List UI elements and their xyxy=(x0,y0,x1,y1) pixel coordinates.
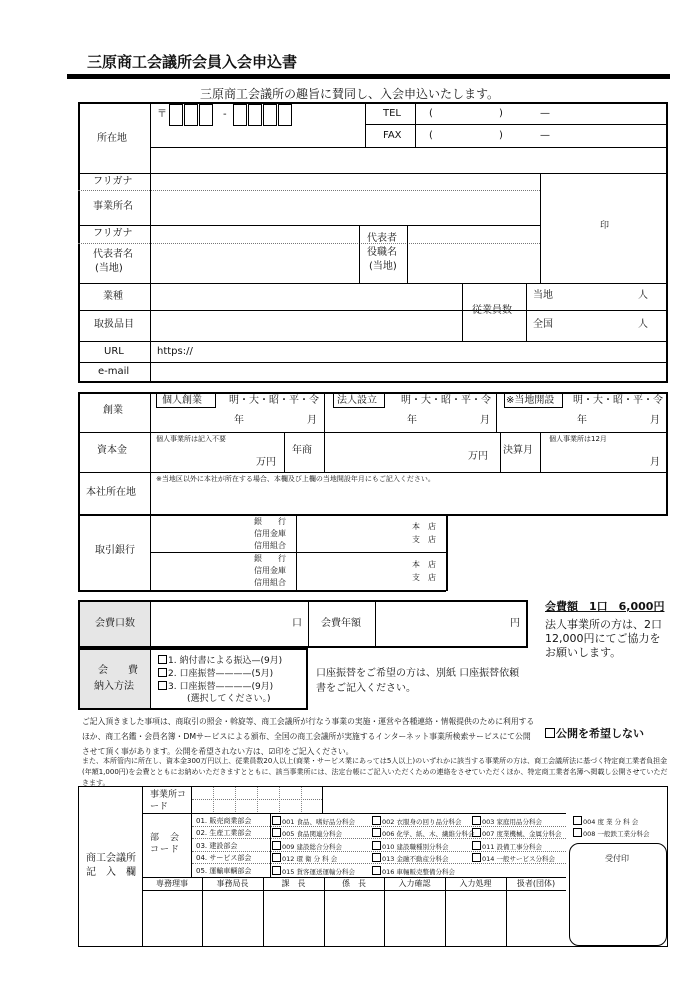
subcommittee-item[interactable]: 012 環 衛 分 科 会 xyxy=(272,853,337,863)
staff-label: 課 長 xyxy=(281,879,306,888)
office-code-label: 事業所コード xyxy=(150,790,187,812)
subcommittee-item[interactable]: 013 金融不動産分科会 xyxy=(372,853,448,863)
furigana-label: フリガナ xyxy=(93,176,133,187)
title-rule xyxy=(67,74,670,79)
subcommittee-item[interactable]: 014 一般サービス分科会 xyxy=(472,853,555,863)
industry-input[interactable] xyxy=(152,285,460,309)
fee-amount-title: 会費額 1口 6,000円 xyxy=(545,600,665,613)
checkbox-icon[interactable] xyxy=(158,655,167,664)
fee-units-input[interactable] xyxy=(152,602,287,646)
checkbox-icon xyxy=(472,816,481,825)
staff-label: 専務理事 xyxy=(156,879,188,888)
rep-name-label: 代表者名 xyxy=(93,249,133,260)
checkbox-icon xyxy=(472,853,481,862)
dept-list xyxy=(196,815,272,877)
checkbox-icon xyxy=(372,841,381,850)
address-label: 所在地 xyxy=(97,133,127,144)
postal-mark: 〒 xyxy=(157,109,167,120)
dept-item: 03. 建設部会 xyxy=(196,841,238,850)
fee-annual-input[interactable] xyxy=(377,602,505,646)
staff-label: 事務局長 xyxy=(216,879,249,888)
page-title: 三原商工会議所会員入会申込書 xyxy=(87,53,298,71)
employees-local-unit: 人 xyxy=(638,290,648,301)
rep-title-label-3: (当地) xyxy=(369,261,397,272)
privacy-text: ご記入頂きました事項は、商取引の照会・斡旋等、商工会議所が行なう事業の実施・運営や各種連絡・情報提供のために利用するほか、商工名鑑・会員名簿・DMサービスによる頒布、全国の商工会議所が実施するインターネット事業所検索サービスにて公開させて頂く事があります。公開を希望されない方は、☑印をご記入ください。 xyxy=(82,717,535,756)
founding-individual-eras[interactable]: 明・大・昭・平・令 xyxy=(229,395,319,406)
subcommittee-item[interactable]: 007 度業機械、金属分科会 xyxy=(472,828,561,838)
rep-title-label-2: 役職名 xyxy=(367,247,397,258)
bank-2-branch-input[interactable] xyxy=(298,554,408,588)
hq-input[interactable] xyxy=(152,486,664,512)
staff-label: 入力処理 xyxy=(459,879,492,888)
tel-input[interactable]: ( ) — xyxy=(429,108,550,119)
checkbox-icon xyxy=(372,816,381,825)
seal-mark: 印 xyxy=(600,221,610,231)
fee-amount-note: 法人事業所の方は、2口12,000円にてご協力をお願いします。 xyxy=(545,618,662,659)
subcommittee-item[interactable]: 009 建設総合分科会 xyxy=(272,841,342,851)
fee-units-unit: 口 xyxy=(292,618,302,629)
bank-1-branch-input[interactable] xyxy=(298,516,408,550)
subcommittee-item[interactable]: 015 貨客運送運輸分科会 xyxy=(272,866,355,876)
checkbox-icon[interactable] xyxy=(158,681,167,690)
checkbox-icon xyxy=(272,841,281,850)
founding-local-eras[interactable]: 明・大・昭・平・令 xyxy=(573,395,663,406)
staff-label: 入力確認 xyxy=(398,879,431,888)
staff-stamp-row xyxy=(142,877,566,947)
industry-label: 業種 xyxy=(103,291,123,302)
email-input[interactable] xyxy=(152,364,666,381)
fee-method-option-2[interactable]: 2. 口座振替————(5月) xyxy=(158,668,273,679)
fee-method-option-1[interactable]: 1. 納付書による振込—(9月) xyxy=(158,655,282,666)
subcommittee-item[interactable]: 001 食品、嗜好品分科会 xyxy=(272,816,355,826)
checkbox-icon xyxy=(272,853,281,862)
bank-1-input[interactable] xyxy=(152,516,250,550)
postal-code-input[interactable]: - xyxy=(169,104,289,126)
bank-label: 取引銀行 xyxy=(95,545,135,556)
checkbox-icon xyxy=(372,866,381,875)
fee-units-label: 会費口数 xyxy=(95,618,135,629)
dept-item: 02. 生産工業部会 xyxy=(196,829,252,838)
rep-title-label: 代表者 xyxy=(367,233,397,244)
fax-input[interactable]: ( ) — xyxy=(429,130,550,141)
founding-corporate-eras[interactable]: 明・大・昭・平・令 xyxy=(401,395,491,406)
subcommittee-item[interactable]: 010 建設職種別分科会 xyxy=(372,841,448,851)
employees-label: 従業員数 xyxy=(472,305,512,316)
checkbox-icon xyxy=(573,828,582,837)
subcommittee-item[interactable]: 004 度 業 分 科 会 xyxy=(573,816,638,826)
dept-item: 04. サービス部会 xyxy=(196,854,252,863)
dept-item: 01. 販売商業部会 xyxy=(196,817,252,825)
fee-annual-unit: 円 xyxy=(510,618,520,629)
office-code-input[interactable] xyxy=(192,787,322,812)
rep-name-label-sub: (当地) xyxy=(95,263,123,274)
staff-label: 係 長 xyxy=(342,879,366,888)
dept-item: 05. 運輸車輌部会 xyxy=(196,866,252,875)
sales-unit: 万円 xyxy=(468,451,488,462)
checkbox-icon xyxy=(573,816,582,825)
checkbox-icon xyxy=(372,853,381,862)
fee-method-select-note: (選択してください。) xyxy=(187,694,271,704)
fax-label: FAX xyxy=(383,130,402,141)
dept-code-label: 部 会コード xyxy=(150,833,181,855)
bank-2-input[interactable] xyxy=(152,554,250,588)
checkbox-icon xyxy=(272,866,281,875)
email-label: e-mail xyxy=(98,366,130,377)
items-label: 取扱品目 xyxy=(94,319,134,330)
rep-name-input[interactable] xyxy=(152,245,357,281)
capital-label: 資本金 xyxy=(97,445,127,456)
employees-national-unit: 人 xyxy=(638,319,648,330)
employees-national-label: 全国 xyxy=(533,319,553,330)
url-input[interactable]: https:// xyxy=(157,346,193,357)
capital-note: 個人事業所は記入不要 xyxy=(156,435,226,443)
checkbox-icon xyxy=(272,816,281,825)
capital-input[interactable] xyxy=(152,446,252,470)
sales-input[interactable] xyxy=(326,434,464,470)
capital-unit: 万円 xyxy=(256,457,276,468)
intro-text: 三原商工会議所の趣旨に賛同し、入会申込いたします。 xyxy=(200,87,500,101)
subcommittee-item[interactable]: 016 車輛販売整備分科会 xyxy=(372,866,455,876)
subcommittee-item[interactable]: 008 一般鉄工業分科会 xyxy=(573,828,649,838)
subcommittee-item[interactable]: 005 食品関連分科会 xyxy=(272,828,342,838)
rep-title-input[interactable] xyxy=(409,227,538,281)
settle-month-unit: 月 xyxy=(650,457,660,468)
hq-note: ※当地区以外に本社が所在する場合、本欄及び上欄の当地開設年月にもご記入ください。 xyxy=(156,475,435,483)
checkbox-icon xyxy=(372,828,381,837)
fee-method-label-2: 納入方法 xyxy=(94,681,134,692)
no-disclose-checkbox[interactable]: 公開を希望しない xyxy=(545,728,644,739)
debit-note: 口座振替をご希望の方は、別紙 口座振替依頼書をご記入ください。 xyxy=(316,668,520,694)
specific-business-notice: また、本所管内に所在し、資本金300万円以上、従業員数20人以上(商業・サービス業にあっては5人以上)のいずれかに該当する事業所の方は、商工会議所法に基づく特定商工業者負担金(年額1,000円)を会費とともにお納めいただきますとともに、該当事業所には、法定台帳にご記入いただくための連絡をさせていただくほか、特定商工業者名簿へ掲載し公開させていただきます。 xyxy=(82,757,668,787)
furigana-label-rep: フリガナ xyxy=(93,228,133,239)
subcommittee-item[interactable]: 003 家庭用品分科会 xyxy=(472,816,542,826)
checkbox-icon[interactable] xyxy=(158,668,167,677)
fee-method-option-3[interactable]: 3. 口座振替————(9月) xyxy=(158,681,273,692)
checkbox-icon xyxy=(272,828,281,837)
business-name-label: 事業所名 xyxy=(93,201,133,212)
subcommittee-item[interactable]: 006 化学、紙、木、繊維分科会 xyxy=(372,828,474,838)
tel-label: TEL xyxy=(383,108,401,119)
url-label: URL xyxy=(104,346,124,357)
subcommittee-item[interactable]: 002 衣服身の回り品分科会 xyxy=(372,816,461,826)
office-use-label: 商工会議所 xyxy=(86,853,136,864)
business-name-input[interactable] xyxy=(152,192,538,222)
fee-annual-label: 会費年額 xyxy=(321,618,361,629)
subcommittee-item[interactable]: 011 設備工事分科会 xyxy=(472,841,542,851)
settle-month-label: 決算月 xyxy=(503,445,533,456)
office-use-label-2: 記 入 欄 xyxy=(86,867,136,878)
receipt-stamp-label: 受付印 xyxy=(605,854,629,863)
founding-label: 創業 xyxy=(103,405,123,416)
employees-local-label: 当地 xyxy=(533,290,553,301)
staff-label: 扱者(団体) xyxy=(516,879,556,888)
hq-label: 本社所在地 xyxy=(86,487,136,498)
settle-note: 個人事業所は12月 xyxy=(549,435,607,443)
checkbox-icon xyxy=(472,828,481,837)
checkbox-icon xyxy=(472,841,481,850)
settle-month-input[interactable] xyxy=(542,446,642,470)
sales-label: 年商 xyxy=(292,445,312,456)
fee-method-label: 会 費 xyxy=(98,665,138,676)
checkbox-icon[interactable] xyxy=(545,728,555,738)
items-input[interactable] xyxy=(152,312,460,340)
